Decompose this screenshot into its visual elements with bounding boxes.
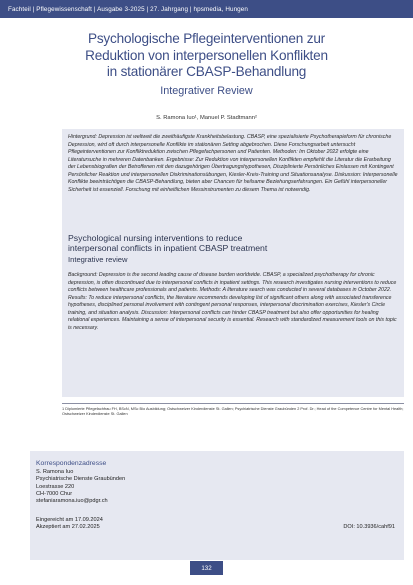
correspondence-name: S. Ramona Iuo	[36, 469, 74, 475]
author-footnote: 1 Diplomierte Pflegefachfrau FH, BScN, MSc Bio Ausbildung; Ostschweizer Kinderdienste St. Gallen; Psychiatrische Dienste Graubünden 2 Prof. Dr.; Head of the Competence Centre for Mental Health; Ostschweizer Kinderdienste St. Gallen	[62, 407, 404, 417]
author-line: S. Ramona Iuo¹, Manuel P. Stadtmann²	[156, 115, 257, 121]
correspondence-heading: Korrespondenzadresse	[36, 460, 107, 467]
abstract-german: Hintergrund: Depression ist weltweit die zweithäufigste Krankheitsbelastung. CBASP, eine spezialisierte Psychotherapieform für chronische Depression, wird oft durch interpersonelle Konflikte im stationären Setting abgebrochen. Diese Forschungsarbeit untersucht Pflegeinterventionen zur Konfliktreduktion zwischen Pflegefachpersonen und Patienten. Methoden: Im Oktober 2022 erfolgte eine Literatursuche in mehreren Datenbanken. Ergebnisse: Zur Reduktion von interpersonellen Konflikten empfiehlt die Literatur die Erarbeitung der Lebensbiografien der Betroffenen mit den dazugehörigen Übertragungshypothesen, Disziplinierte Persönliches Einlassen mit Kontingent Persönlicher Reaktion und interpersonellen Diskriminationsübungen, Kiesler-Kreis-Training und Situationsanalyse. Diskussion: Interpersonelle Konflikte beeinträchtigen die CBASP-Behandlung, bieten aber Chancen für heilsame Beziehungserfahrungen. Ein Gefühl interpersoneller Sicherheit ist essenziell. Forschung mit einheitlichen Messinstrumenten zu diesem Thema ist notwendig.	[68, 134, 398, 193]
running-header	[0, 0, 413, 18]
english-subtitle: Integrative review	[68, 255, 128, 265]
submission-dates	[36, 517, 103, 532]
accepted-date: Akzeptiert am 27.02.2025	[36, 524, 100, 531]
abstract-box	[62, 129, 404, 397]
doi-link[interactable]: DOI: 10.3936/cahf91	[343, 524, 395, 530]
header-text: Fachteil | Pflegewissenschaft | Ausgabe 3-2025 | 27. Jahrgang | hpsmedia, Hungen	[8, 5, 248, 13]
footnote-divider	[62, 403, 404, 404]
correspondence-address	[36, 469, 125, 505]
abstract-english: Background: Depression is the second leading cause of disease burden worldwide. CBASP, a specialized psychotherapy for chronic depression, is often discontinued due to interpersonal conflicts in inpatient settings. This research investigates nursing interventions to reduce conflicts between healthcare professionals and patients. Methods: A literature search was conducted in several databases in October 2022. Results: To reduce interpersonal conflicts, the literature recommends developing list of significant others along with associated transference hypotheses, disciplined personal involvement with contingent personal responses, interpersonal discrimination exercises, Kiesler's Circle training, and situation analysis. Discussion: Interpersonal conflicts can hinder CBASP treatment but also offer opportunities for healing relational experiences. Maintaining a sense of interpersonal security is essential. Research with standardized measurement tools on this topic is necessary.	[68, 272, 397, 331]
article-title-block	[0, 31, 413, 98]
page-number-badge	[190, 561, 223, 575]
correspondence-street: Loestrasse 220	[36, 483, 75, 490]
received-date: Eingereicht am 17.09.2024	[36, 517, 103, 523]
article-title-line-2: Reduktion von interpersonellen Konflikten	[85, 47, 328, 63]
correspondence-city: CH-7000 Chur	[36, 490, 73, 497]
page-number: 132	[201, 564, 212, 572]
article-subtitle: Integrativer Review	[160, 84, 253, 97]
article-title-line-1: Psychologische Pflegeinterventionen zur	[87, 31, 326, 46]
english-title-block	[68, 233, 399, 265]
correspondence-box	[30, 451, 404, 560]
correspondence-institution: Psychiatrische Dienste Graubünden	[36, 476, 126, 483]
article-title-line-3: in stationärer CBASP-Behandlung	[106, 64, 307, 79]
english-title-line-1: Psychological nursing interventions to reduce	[68, 233, 243, 243]
correspondence-email[interactable]: stefaniaramona.iuo@pdgr.ch	[36, 498, 108, 505]
english-title-line-2: interpersonal conflicts in inpatient CBASP treatment	[68, 243, 268, 254]
